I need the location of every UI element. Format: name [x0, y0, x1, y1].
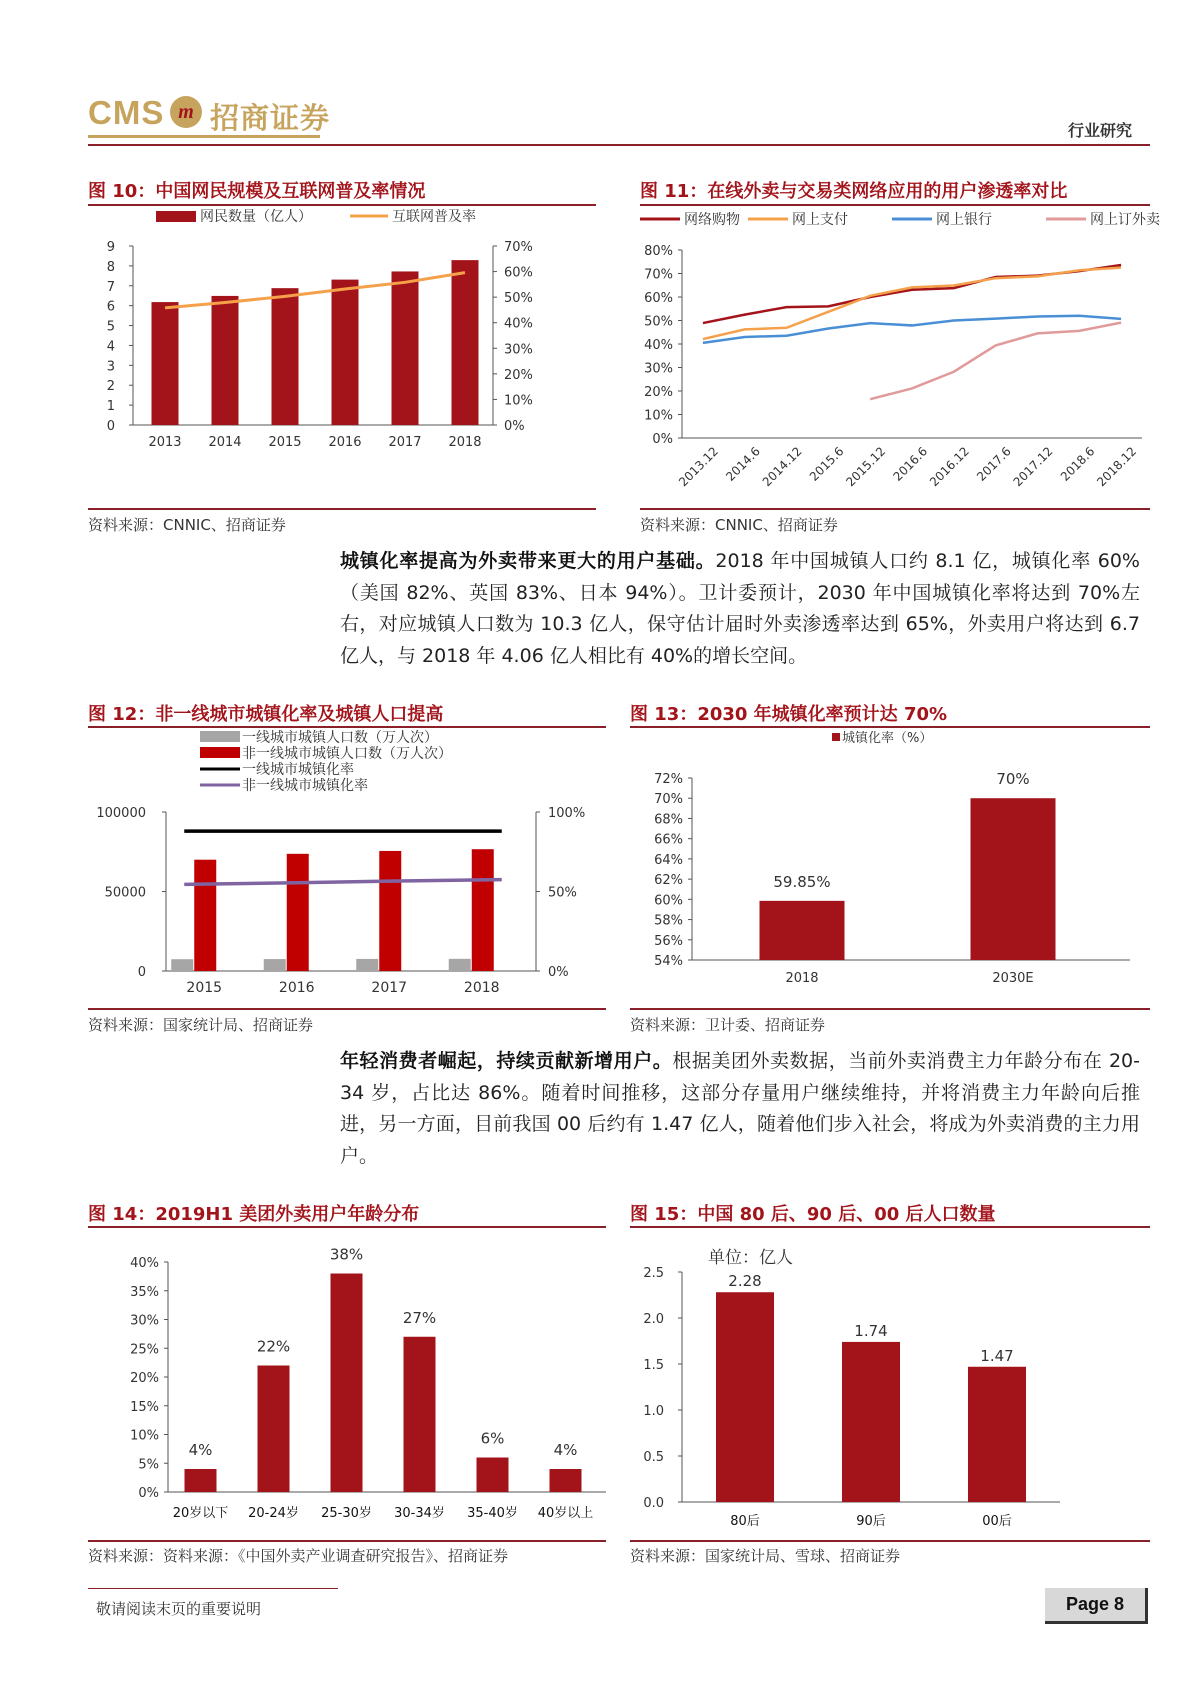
bar-non-tier1-population — [472, 849, 494, 971]
legend-label: 非一线城市城镇人口数（万人次） — [242, 746, 452, 762]
fig14-top-rule — [88, 1226, 606, 1228]
y-tick-label: 0% — [138, 1486, 159, 1501]
x-tick-label: 90后 — [856, 1514, 886, 1529]
x-tick-label: 2014 — [208, 435, 242, 450]
y-tick-label: 58% — [654, 913, 683, 929]
fig10-source: 资料来源：CNNIC、招商证券 — [88, 516, 286, 534]
bar-urbanization-rate — [760, 901, 845, 960]
bar-age-share — [550, 1469, 582, 1492]
y-tick-label: 5% — [138, 1457, 159, 1473]
bar-non-tier1-population — [194, 860, 216, 971]
y2-tick-label: 60% — [504, 265, 533, 281]
y2-tick-label: 20% — [504, 367, 533, 383]
y-tick-label: 10% — [130, 1428, 159, 1444]
legend-label: 网上银行 — [936, 212, 992, 228]
x-tick-label: 2016.6 — [890, 444, 931, 484]
x-tick-label: 80后 — [730, 1514, 760, 1529]
x-tick-label: 2014.12 — [759, 444, 805, 490]
y-tick-label: 0.5 — [643, 1450, 664, 1465]
footer-note: 敬请阅读末页的重要说明 — [96, 1600, 262, 1618]
x-tick-label: 2018 — [463, 980, 500, 996]
legend-swatch-bar — [156, 211, 196, 222]
x-tick-label: 2014.6 — [723, 444, 763, 484]
logo-cms-text: CMS — [88, 94, 165, 131]
legend-label: 网民数量（亿人） — [200, 209, 312, 225]
y-tick-label: 70% — [654, 792, 683, 808]
y-tick-label: 50% — [644, 314, 673, 330]
bar-internet-users — [392, 271, 419, 425]
y-tick-label: 15% — [130, 1399, 159, 1415]
x-tick-label: 20岁以下 — [172, 1506, 229, 1521]
bar-age-share — [404, 1337, 436, 1492]
logo-company-name: 招商证券 — [210, 101, 331, 135]
data-label: 4% — [553, 1441, 578, 1459]
y-tick-label: 72% — [654, 772, 683, 787]
data-label: 27% — [402, 1308, 437, 1327]
y2-tick-label: 0% — [548, 965, 569, 980]
bar-internet-users — [152, 302, 179, 425]
y-tick-label: 2.5 — [643, 1266, 664, 1281]
fig11-bottom-rule — [640, 508, 1150, 510]
fig15-title: 图 15：中国 80 后、90 后、00 后人口数量 — [630, 1204, 996, 1225]
bar-population — [842, 1342, 900, 1502]
bar-urbanization-rate — [971, 798, 1056, 960]
y2-tick-label: 100% — [548, 806, 586, 821]
fig11-title: 图 11：在线外卖与交易类网络应用的用户渗透率对比 — [640, 181, 1068, 202]
x-tick-label: 25-30岁 — [321, 1506, 372, 1521]
fig13-source: 资料来源：卫计委、招商证券 — [630, 1016, 826, 1034]
y-tick-label: 20% — [644, 385, 673, 400]
y-tick-label: 0 — [106, 419, 115, 434]
x-tick-label: 2015.12 — [843, 444, 889, 490]
y-tick-label: 35% — [130, 1284, 159, 1300]
x-tick-label: 2016.12 — [926, 444, 972, 490]
x-tick-label: 2013.12 — [676, 444, 722, 490]
y2-tick-label: 40% — [504, 316, 533, 332]
x-tick-label: 2018.6 — [1057, 444, 1098, 484]
y2-tick-label: 30% — [504, 342, 533, 358]
fig15-bottom-rule — [630, 1540, 1150, 1542]
y-tick-label: 25% — [130, 1342, 159, 1358]
line-series — [870, 323, 1121, 400]
y-tick-label: 64% — [654, 852, 683, 868]
x-tick-label: 2018.12 — [1094, 444, 1140, 490]
y-tick-label: 9 — [106, 240, 115, 255]
y-tick-label: 100000 — [96, 806, 146, 821]
fig14-bottom-rule — [88, 1540, 606, 1542]
fig10-title: 图 10：中国网民规模及互联网普及率情况 — [88, 181, 426, 202]
x-tick-label: 40岁以上 — [537, 1506, 594, 1521]
fig14-title: 图 14：2019H1 美团外卖用户年龄分布 — [88, 1204, 420, 1225]
bar-age-share — [331, 1274, 363, 1493]
y-tick-label: 8 — [106, 259, 115, 275]
fig15-source: 资料来源：国家统计局、雪球、招商证券 — [630, 1547, 901, 1565]
y-tick-label: 54% — [654, 954, 683, 969]
fig10-top-rule — [88, 204, 596, 206]
paragraph-young-consumers-body: 根据美团外卖数据，当前外卖消费主力年龄分布在 20-34 岁，占比达 86%。随着时间推移，这部分存量用户继续维持，并将消费主力年龄向后推进，另一方面，目前我国 00 后约有 1.47 亿人，随着他们步入社会，将成为外卖消费的主力用户。 — [340, 1050, 1140, 1167]
fig11-source: 资料来源：CNNIC、招商证券 — [640, 516, 838, 534]
bar-tier1-population — [171, 959, 193, 971]
y-tick-label: 7 — [106, 279, 115, 295]
legend-label: 一线城市城镇人口数（万人次） — [242, 730, 438, 746]
y-tick-label: 2 — [106, 379, 115, 395]
fig14-source: 资料来源：资料来源：《中国外卖产业调查研究报告》、招商证券 — [88, 1547, 509, 1565]
bar-population — [968, 1367, 1026, 1502]
legend-swatch-bar — [200, 747, 240, 758]
bar-internet-users — [272, 288, 299, 425]
y-tick-label: 68% — [654, 812, 683, 828]
legend-swatch-bar — [200, 731, 240, 742]
fig10-bottom-rule — [88, 508, 596, 510]
bar-internet-users — [452, 260, 479, 425]
x-tick-label: 2015.6 — [806, 444, 847, 484]
data-label: 1.47 — [980, 1346, 1014, 1365]
y-tick-label: 3 — [106, 359, 115, 375]
x-tick-label: 2015 — [268, 435, 302, 450]
data-label: 4% — [188, 1441, 213, 1459]
bar-tier1-population — [449, 959, 471, 971]
line-non-tier1-urbanization — [184, 880, 502, 885]
y-tick-label: 1.0 — [643, 1404, 664, 1419]
paragraph-young-consumers-lead: 年轻消费者崛起，持续贡献新增用户。 — [340, 1050, 673, 1072]
legend-label: 一线城市城镇化率 — [242, 762, 354, 778]
bar-tier1-population — [264, 959, 286, 971]
header-rule — [88, 144, 1150, 146]
y-tick-label: 66% — [654, 832, 683, 848]
x-tick-label: 2018 — [785, 971, 819, 986]
y2-tick-label: 50% — [548, 885, 577, 901]
x-tick-label: 2013 — [148, 435, 182, 450]
paragraph-urbanization-lead: 城镇化率提高为外卖带来更大的用户基础。 — [340, 550, 716, 572]
y-tick-label: 40% — [644, 338, 673, 353]
page-number-badge: Page 8 — [1045, 1588, 1148, 1624]
bar-age-share — [185, 1469, 217, 1492]
chart-unit-label: 单位：亿人 — [708, 1248, 793, 1268]
y-tick-label: 60% — [654, 893, 683, 909]
y-tick-label: 30% — [130, 1313, 159, 1329]
fig12-title: 图 12：非一线城市城镇化率及城镇人口提高 — [88, 704, 444, 725]
legend-label: 城镇化率（%） — [842, 731, 933, 746]
bar-internet-users — [332, 280, 359, 425]
data-label: 38% — [329, 1245, 364, 1264]
x-tick-label: 2015 — [186, 980, 223, 996]
y2-tick-label: 0% — [504, 419, 525, 434]
bar-age-share — [258, 1366, 290, 1493]
line-penetration-rate — [165, 273, 465, 308]
header-gold-rule — [88, 135, 320, 138]
legend-swatch-bar — [832, 733, 840, 741]
y-tick-label: 50000 — [104, 885, 146, 901]
y-tick-label: 5 — [106, 319, 115, 335]
bar-non-tier1-population — [287, 854, 309, 971]
fig13-title: 图 13：2030 年城镇化率预计达 70% — [630, 704, 948, 725]
bar-population — [716, 1292, 774, 1502]
legend-label: 网上支付 — [792, 212, 848, 228]
footer-rule — [88, 1588, 338, 1589]
paragraph-urbanization-body: 2018 年中国城镇人口约 8.1 亿，城镇化率 60%（美国 82%、英国 83%、日本 94%）。卫计委预计，2030 年中国城镇化率将达到 70%左右，对应城镇人口数为 10.3 亿人，保守估计届时外卖渗透率达到 65%，外卖用户将达到 6.7 亿人，与 2018 年 4.06 亿人相比有 40%的增长空间。 — [340, 550, 1140, 667]
bar-tier1-population — [356, 959, 378, 971]
y-tick-label: 80% — [644, 244, 673, 259]
x-tick-label: 2016 — [278, 980, 315, 996]
bar-non-tier1-population — [379, 851, 401, 971]
y-tick-label: 40% — [130, 1256, 159, 1271]
fig12-bottom-rule — [88, 1008, 606, 1010]
bar-age-share — [477, 1458, 509, 1493]
y-tick-label: 1.5 — [643, 1358, 664, 1373]
y2-tick-label: 70% — [504, 240, 533, 255]
x-tick-label: 2018 — [448, 435, 482, 450]
x-tick-label: 2017 — [371, 980, 408, 996]
y-tick-label: 10% — [644, 408, 673, 424]
x-tick-label: 2017.12 — [1010, 444, 1056, 490]
y-tick-label: 70% — [644, 267, 673, 283]
paragraph-young-consumers — [340, 1046, 1140, 1172]
fig15-chart — [630, 1230, 1150, 1540]
y-tick-label: 30% — [644, 361, 673, 377]
y-tick-label: 0 — [137, 965, 146, 980]
y-tick-label: 56% — [654, 933, 683, 949]
fig14-chart — [88, 1230, 606, 1540]
legend-label: 网络购物 — [684, 212, 740, 228]
fig15-top-rule — [630, 1226, 1150, 1228]
y-tick-label: 0.0 — [643, 1496, 664, 1511]
x-tick-label: 30-34岁 — [394, 1506, 445, 1521]
y2-tick-label: 10% — [504, 393, 533, 409]
line-series — [703, 268, 1121, 339]
fig11-chart — [640, 208, 1160, 508]
y-tick-label: 2.0 — [643, 1312, 664, 1327]
y-tick-label: 62% — [654, 873, 683, 889]
x-tick-label: 00后 — [982, 1514, 1012, 1529]
paragraph-urbanization — [340, 546, 1140, 672]
x-tick-label: 2030E — [992, 971, 1034, 986]
data-label: 1.74 — [854, 1321, 888, 1340]
legend-label: 互联网普及率 — [392, 209, 476, 225]
data-label: 6% — [480, 1429, 505, 1448]
x-tick-label: 2017 — [388, 435, 422, 450]
x-tick-label: 35-40岁 — [467, 1506, 518, 1521]
fig10-chart — [88, 208, 596, 508]
legend-label: 网上订外卖 — [1090, 212, 1160, 228]
x-tick-label: 20-24岁 — [248, 1506, 299, 1521]
x-tick-label: 2016 — [328, 435, 362, 450]
data-label: 59.85% — [773, 872, 831, 891]
header-section-label: 行业研究 — [1067, 121, 1132, 140]
y2-tick-label: 50% — [504, 291, 533, 307]
y-tick-label: 0% — [652, 432, 673, 447]
data-label: 70% — [996, 770, 1030, 789]
fig13-chart — [630, 728, 1150, 1008]
bar-internet-users — [212, 296, 239, 425]
y-tick-label: 6 — [106, 299, 115, 315]
y-tick-label: 20% — [130, 1371, 159, 1386]
fig13-bottom-rule — [630, 1008, 1150, 1010]
y-tick-label: 1 — [106, 399, 115, 415]
fig12-source: 资料来源：国家统计局、招商证券 — [88, 1016, 314, 1034]
x-tick-label: 2017.6 — [974, 444, 1014, 484]
y-tick-label: 60% — [644, 291, 673, 306]
data-label: 2.28 — [728, 1272, 762, 1291]
fig11-top-rule — [640, 204, 1150, 206]
logo-mark-icon: m — [170, 96, 202, 128]
legend-label: 非一线城市城镇化率 — [242, 778, 368, 794]
y-tick-label: 4 — [106, 339, 115, 355]
data-label: 22% — [256, 1337, 291, 1356]
fig12-chart — [88, 728, 606, 1008]
